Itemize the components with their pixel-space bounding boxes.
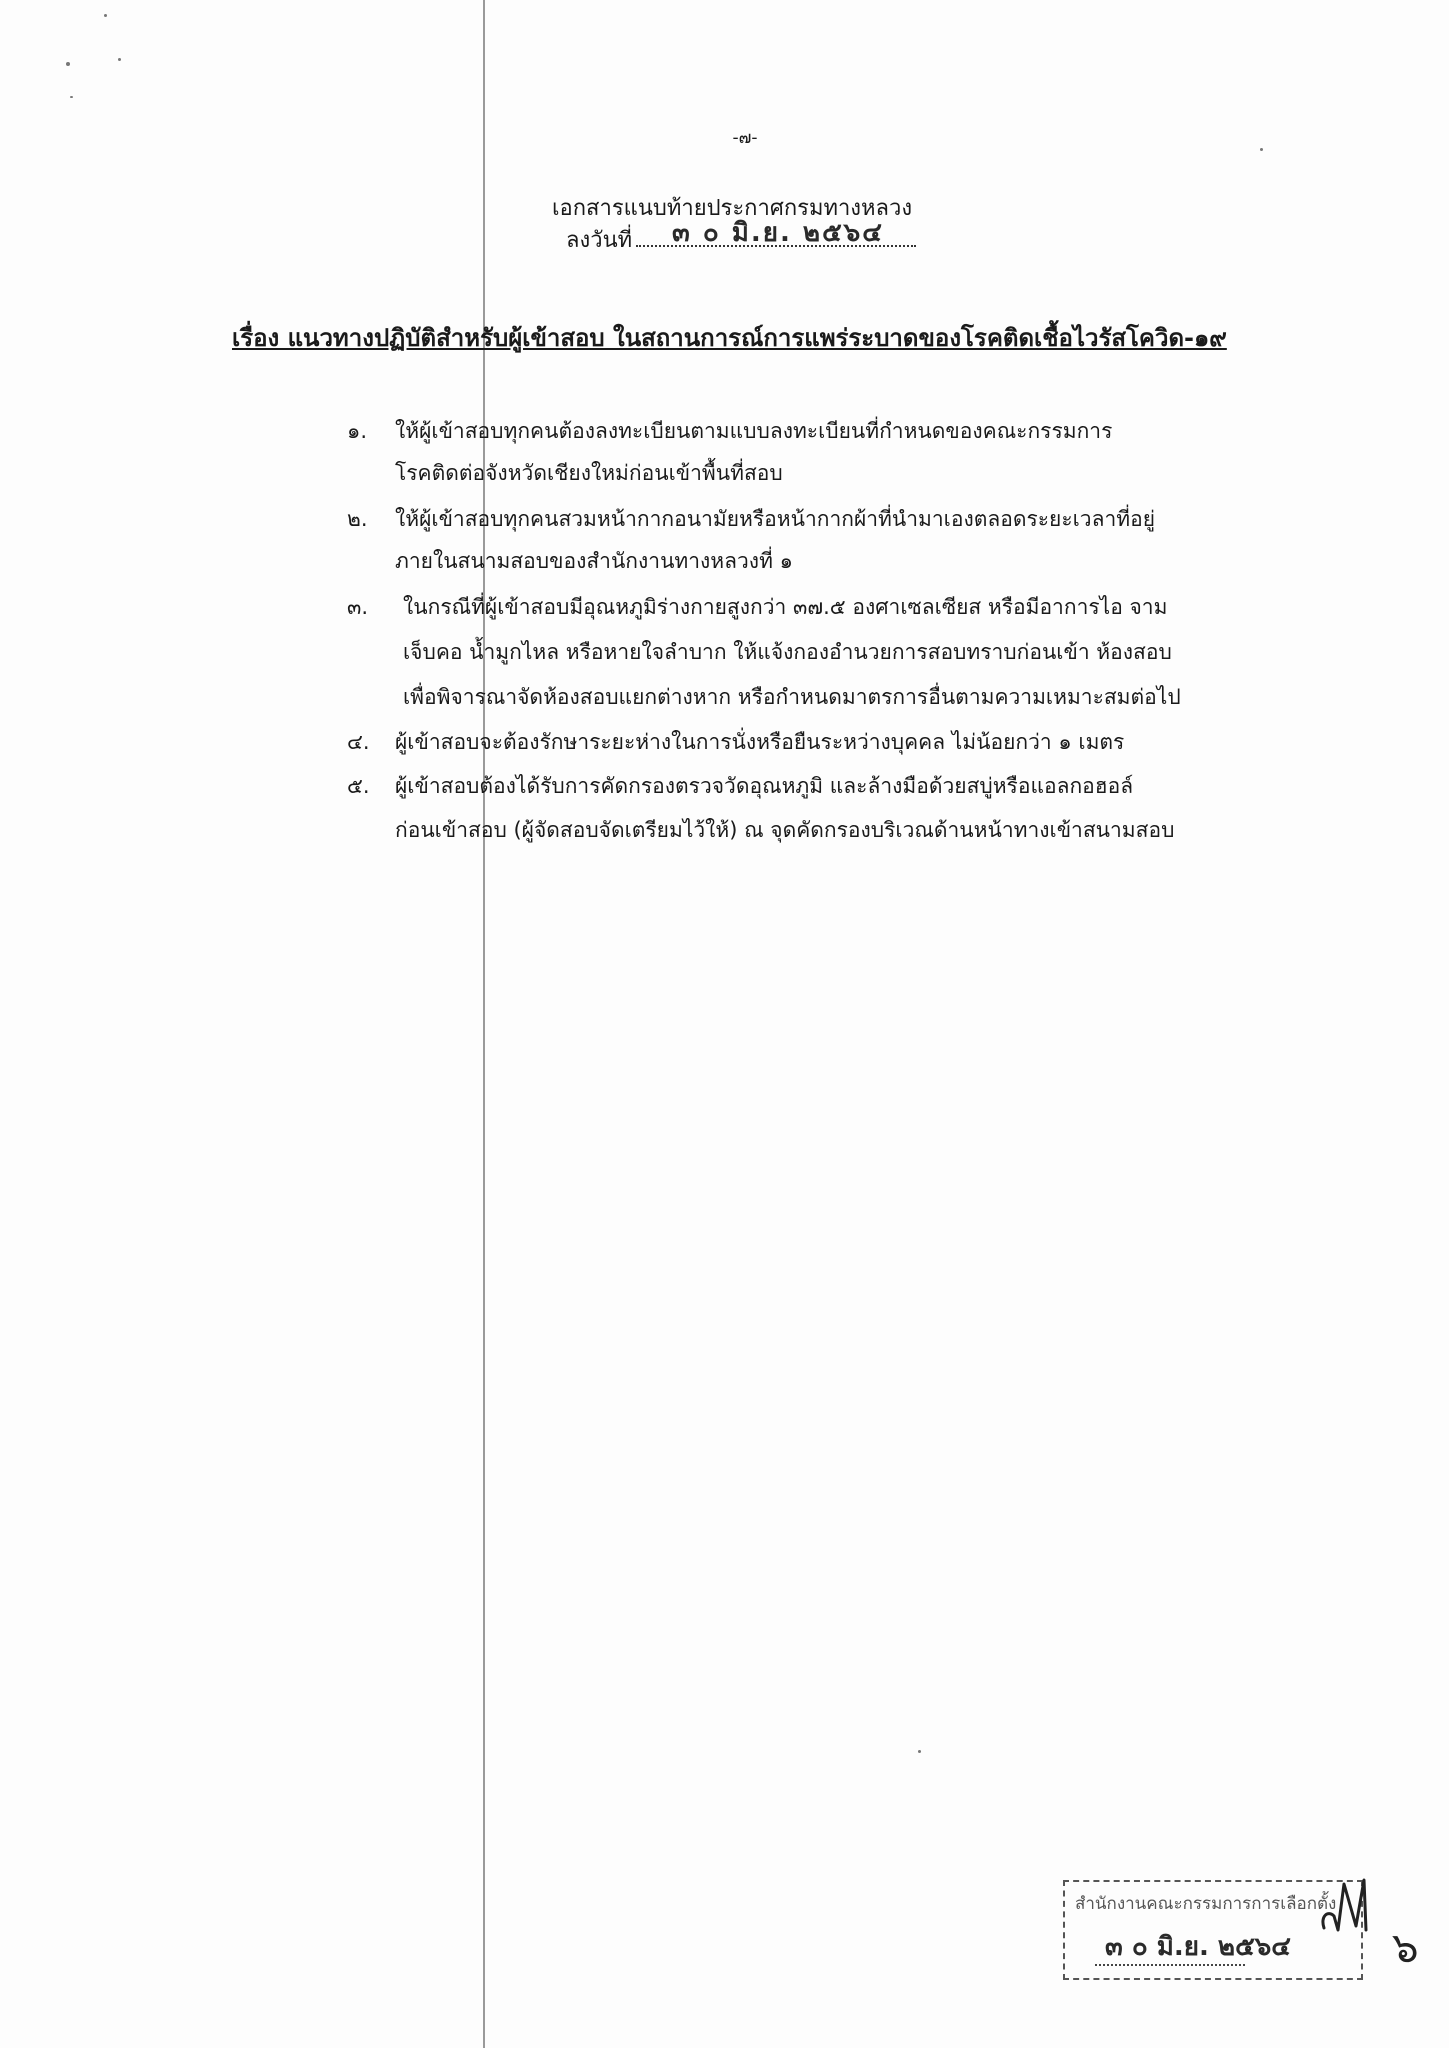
scan-speck	[1260, 148, 1263, 151]
receipt-stamp-date: ๓ ๐ มิ.ย. ๒๕๖๔	[1105, 1932, 1291, 1962]
receipt-stamp-dotted-line	[1095, 1964, 1245, 1966]
scan-speck	[104, 14, 107, 17]
list-item-line: ผู้เข้าสอบต้องได้รับการคัดกรองตรวจวัดอุณหภูมิ และล้างมือด้วยสบู่หรือแอลกอฮอล์	[395, 774, 1134, 798]
handwritten-page-mark-text: ๖	[1392, 1923, 1419, 1972]
date-label: ลงวันที่	[566, 228, 633, 253]
scan-speck	[118, 58, 121, 61]
list-item-line: โรคติดต่อจังหวัดเชียงใหม่ก่อนเข้าพื้นที่สอบ	[395, 461, 783, 485]
list-item-line: ให้ผู้เข้าสอบทุกคนสวมหน้ากากอนามัยหรือหน้ากากผ้าที่นำมาเองตลอดระยะเวลาที่อยู่	[395, 507, 1156, 531]
scan-speck	[918, 1750, 921, 1753]
list-item-number: ๒.	[347, 507, 368, 531]
handwritten-page-mark	[1388, 1918, 1428, 1974]
list-item-number: ๕.	[347, 774, 370, 798]
subject-heading: เรื่อง แนวทางปฏิบัติสำหรับผู้เข้าสอบ ในสถานการณ์การแพร่ระบาดของโรคติดเชื้อไวรัสโควิด-๑๙	[232, 324, 1227, 352]
list-item-line: ผู้เข้าสอบจะต้องรักษาระยะห่างในการนั่งหรือยืนระหว่างบุคคล ไม่น้อยกว่า ๑ เมตร	[395, 730, 1125, 754]
page-number: -๗-	[732, 128, 758, 148]
scan-speck	[70, 96, 73, 98]
list-item-line: ในกรณีที่ผู้เข้าสอบมีอุณหภูมิร่างกายสูงกว่า ๓๗.๕ องศาเซลเซียส หรือมีอาการไอ จาม	[403, 595, 1168, 619]
list-item-number: ๑.	[347, 419, 368, 443]
list-item-line: ภายในสนามสอบของสำนักงานทางหลวงที่ ๑	[395, 549, 793, 573]
list-item-line: ก่อนเข้าสอบ (ผู้จัดสอบจัดเตรียมไว้ให้) ณ จุดคัดกรองบริเวณด้านหน้าทางเข้าสนามสอบ	[395, 818, 1175, 842]
list-item-line: ให้ผู้เข้าสอบทุกคนต้องลงทะเบียนตามแบบลงทะเบียนที่กำหนดของคณะกรรมการ	[395, 419, 1113, 443]
attachment-header: เอกสารแนบท้ายประกาศกรมทางหลวง	[552, 196, 913, 221]
receipt-stamp-organization: สำนักงานคณะกรรมการการเลือกตั้ง	[1075, 1894, 1337, 1914]
scan-speck	[66, 62, 70, 66]
handwritten-initials-signature	[1318, 1870, 1374, 1942]
list-item-number: ๔.	[347, 730, 370, 754]
scan-fold-line	[483, 0, 485, 2048]
list-item-number: ๓.	[347, 595, 369, 619]
list-item-line: เจ็บคอ น้ำมูกไหล หรือหายใจลำบาก ให้แจ้งกองอำนวยการสอบทราบก่อนเข้า ห้องสอบ	[403, 640, 1172, 664]
date-stamp: ๓ ๐ มิ.ย. ๒๕๖๔	[672, 218, 884, 248]
list-item-line: เพื่อพิจารณาจัดห้องสอบแยกต่างหาก หรือกำหนดมาตรการอื่นตามความเหมาะสมต่อไป	[403, 685, 1181, 709]
